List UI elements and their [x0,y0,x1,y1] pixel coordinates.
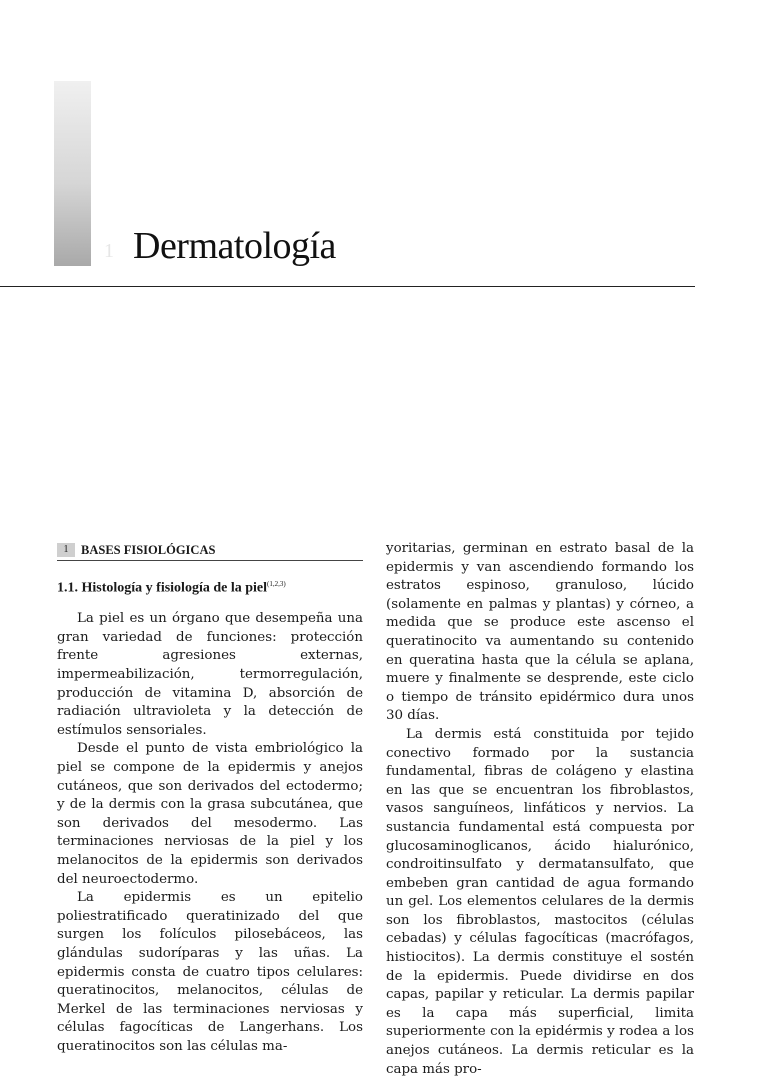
subsection-title: 1.1. Histología y fisiología de la piel [57,580,268,596]
section-heading [57,540,363,561]
chapter-rule [0,286,695,287]
chapter-title: Dermatología [133,225,336,267]
paragraph: Desde el punto de vista embriológico la piel se compone de la epidermis y anejos cutáneos, que son derivados del ectodermo; y de la dermis con la grasa subcutánea, que son derivados del mesodermo. Las terminaciones nerviosas de la piel y los melanocitos de la epidermis son derivados del neuroectodermo. [57,741,363,887]
chapter-number: 1 [104,240,114,262]
section-number: 1 [57,543,75,557]
paragraph: La dermis está constituida por tejido conectivo formado por la sustancia fundamental, fibras de colágeno y elastina en las que se encuentran los fibroblastos, vasos sanguíneos, linfáticos y nervios. La sustancia fundamental está compuesta por glucosaminoglicanos, ácido hialurónico, condroitinsulfato y dermatansulfato, que embeben gran cantidad de agua formando un gel. Los elementos celulares de la dermis son los fibroblastos, mastocitos (células cebadas) y células fagocíticas (macrófagos, histiocitos). La dermis constituye el sostén de la epidermis. Puede dividirse en dos capas, papilar y reticular. La dermis papilar es la capa más superficial, limita superiormente con la epidérmis y rodea a los anejos cutáneos. La dermis reticular es la capa más pro- [386,726,694,1077]
section-title: BASES FISIOLÓGICAS [81,542,216,557]
subsection-heading [57,575,363,598]
subsection-refs: (1,2,3) [267,580,286,588]
paragraph: La epidermis es un epitelio poliestratificado queratinizado del que surgen los folículos pilosebáceos, las glándulas sudoríparas y las uñas. La epidermis consta de cuatro tipos celulares: queratinocitos, melanocitos, células de Merkel de las terminaciones nerviosas y células fagocíticas de Langerhans. Los queratinocitos son las células ma- [57,890,363,1054]
left-column [57,540,363,1057]
paragraph-continuation: yoritarias, germinan en estrato basal de la epidermis y van ascendiendo formando los estratos espinoso, granuloso, lúcido (solamente en palmas y plantas) y córneo, a medida que se produce este ascenso el queratinocito va aumentando su contenido en queratina hasta que la célula se aplana, muere y finalmente se desprende, este ciclo o tiempo de tránsito epidérmico dura unos 30 días. [386,541,694,724]
paragraph: La piel es un órgano que desempeña una gran variedad de funciones: protección frente agresiones externas, impermeabilización, termorregulación, producción de vitamina D, absorción de radiación ultravioleta y la detección de estímulos sensoriales. [57,611,363,738]
right-column [386,540,694,1079]
chapter-bar [54,81,91,266]
